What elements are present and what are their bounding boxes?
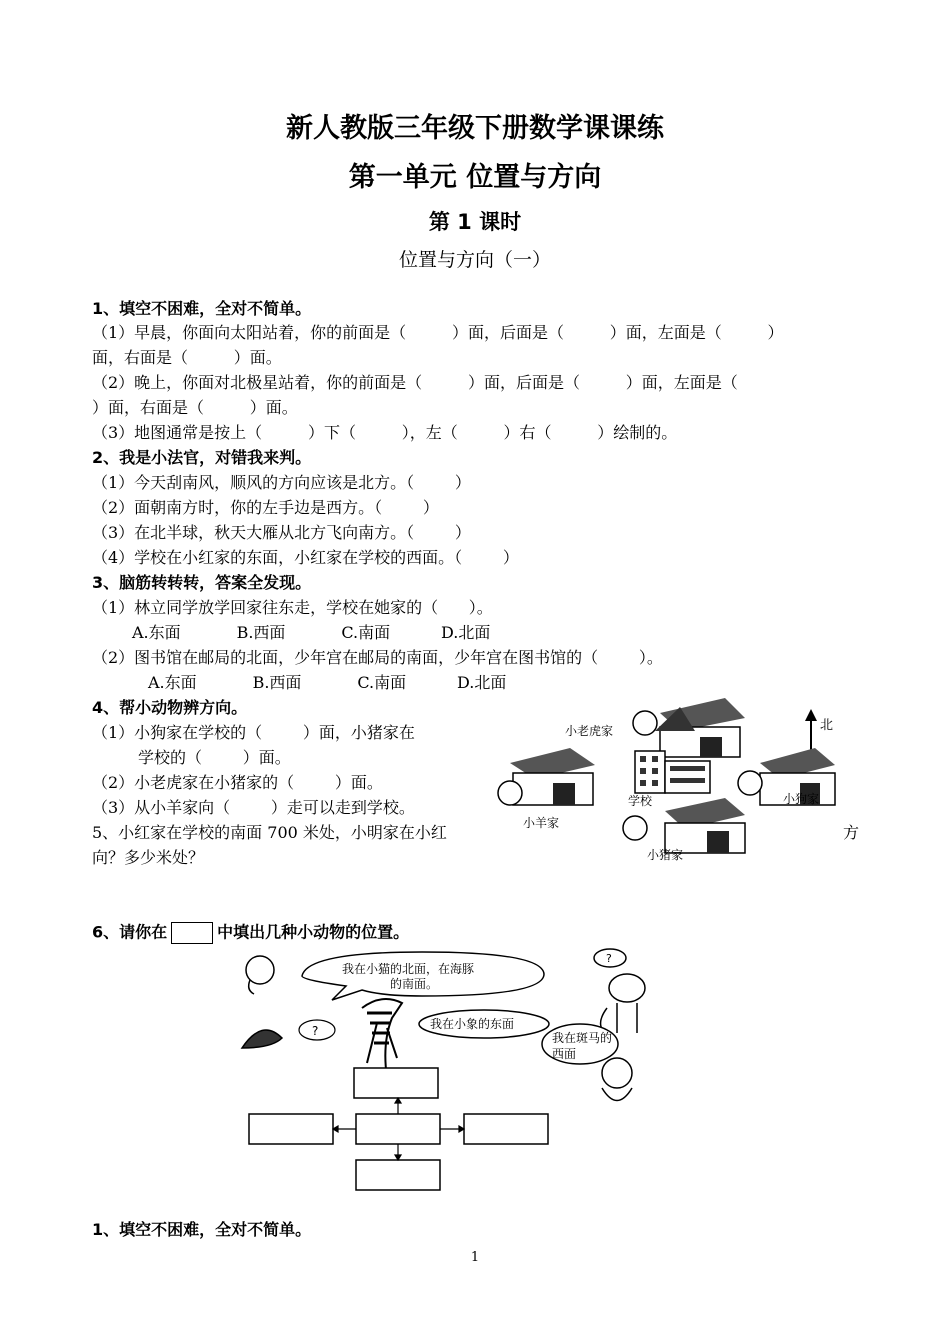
label-north: 北 bbox=[820, 718, 834, 733]
q3-options: A.东面 B.西面 C.南面 D.北面 bbox=[148, 673, 507, 692]
q2-heading: 2、我是小法官，对错我来判。 bbox=[92, 448, 312, 467]
zebra-icon bbox=[362, 999, 402, 1078]
q2-line: （4）学校在小红家的东面，小红家在学校的西面。（ ） bbox=[92, 548, 519, 567]
q5-line-end: 方 bbox=[843, 823, 860, 842]
q3-line: （2）图书馆在邮局的北面，少年宫在邮局的南面，少年宫在图书馆的（ ）。 bbox=[92, 648, 663, 667]
q1-line: （2）晚上，你面对北极星站着，你的前面是（ ）面，后面是（ ）面，左面是（ bbox=[92, 373, 738, 392]
q3-options: A.东面 B.西面 C.南面 D.北面 bbox=[132, 623, 491, 642]
bubble1-line2: 的南面。 bbox=[390, 977, 439, 991]
dog-icon bbox=[602, 1058, 632, 1101]
q4-line: （1）小狗家在学校的（ ）面，小猪家在 bbox=[92, 723, 415, 742]
label-school: 学校 bbox=[628, 794, 653, 808]
animal-position-figure bbox=[232, 948, 652, 1198]
q1-line: （3）地图通常是按上（ ）下（ ），左（ ）右（ ）绘制的。 bbox=[92, 423, 678, 442]
footer-heading: 1、填空不困难，全对不简单。 bbox=[92, 1220, 312, 1239]
elephant-icon bbox=[246, 956, 274, 994]
speech-bubble-question bbox=[299, 1020, 335, 1040]
dog-icon bbox=[738, 771, 762, 795]
q4-line: 学校的（ ）面。 bbox=[138, 748, 291, 767]
animal-homes-map bbox=[495, 693, 865, 865]
bubble1-line1: 我在小猫的北面，在海豚 bbox=[342, 962, 475, 976]
answer-box-center[interactable] bbox=[356, 1114, 440, 1144]
q2-line: （1）今天刮南风，顺风的方向应该是北方。（ ） bbox=[92, 473, 471, 492]
q2-line: （3）在北半球，秋天大雁从北方飞向南方。（ ） bbox=[92, 523, 471, 542]
bubble2-text: 我在小象的东面 bbox=[430, 1017, 515, 1031]
label-pig: 小猪家 bbox=[647, 848, 684, 862]
answer-box-east[interactable] bbox=[464, 1114, 548, 1144]
answer-box-sample bbox=[171, 922, 213, 944]
bubble3-line1: 我在斑马的 bbox=[552, 1031, 613, 1045]
answer-box-north[interactable] bbox=[354, 1068, 438, 1098]
tiger-house bbox=[633, 698, 745, 757]
sheep-house bbox=[498, 748, 595, 805]
answer-box-south[interactable] bbox=[356, 1160, 440, 1190]
tiger-icon bbox=[633, 711, 657, 735]
page-title: 新人教版三年级下册数学课课练 bbox=[286, 113, 664, 144]
svg-text:?: ? bbox=[312, 1024, 319, 1038]
answer-box-west[interactable] bbox=[249, 1114, 333, 1144]
label-sheep: 小羊家 bbox=[523, 816, 560, 830]
q2-line: （2）面朝南方时，你的左手边是西方。（ ） bbox=[92, 498, 439, 517]
pig-icon bbox=[623, 816, 647, 840]
q6-heading-part1: 6、请你在 bbox=[92, 922, 168, 942]
q5-line: 向？多少米处？ bbox=[92, 848, 205, 867]
cat-icon bbox=[594, 949, 645, 1038]
q3-heading: 3、脑筋转转转，答案全发现。 bbox=[92, 573, 312, 592]
cat-question-mark: ? bbox=[606, 952, 612, 965]
label-dog: 小狗家 bbox=[783, 792, 820, 806]
q5-line: 5、小红家在学校的南面 700 米处，小明家在小红 bbox=[92, 823, 447, 842]
sheep-icon bbox=[498, 781, 522, 805]
q1-line: 面，右面是（ ）面。 bbox=[92, 348, 282, 367]
q1-line: （1）早晨，你面向太阳站着，你的前面是（ ）面，后面是（ ）面，左面是（ ） bbox=[92, 323, 784, 342]
q4-heading: 4、帮小动物辨方向。 bbox=[92, 698, 248, 717]
unit-title: 第一单元 位置与方向 bbox=[348, 162, 602, 193]
north-arrow bbox=[805, 709, 817, 753]
lesson-title: 第 1 课时 bbox=[428, 210, 522, 234]
bubble3-line2: 西面 bbox=[552, 1047, 577, 1061]
label-tiger: 小老虎家 bbox=[565, 724, 614, 738]
speech-bubble-1 bbox=[302, 952, 544, 1000]
q1-heading: 1、填空不困难，全对不简单。 bbox=[92, 299, 312, 318]
q4-line: （3）从小羊家向（ ）走可以走到学校。 bbox=[92, 798, 415, 817]
q6-heading bbox=[92, 922, 409, 944]
q6-heading-part2: 中填出几种小动物的位置。 bbox=[217, 922, 410, 942]
q1-line: ）面，右面是（ ）面。 bbox=[92, 398, 298, 417]
q4-line: （2）小老虎家在小猪家的（ ）面。 bbox=[92, 773, 383, 792]
dolphin-icon bbox=[242, 1030, 282, 1048]
topic-title: 位置与方向（一） bbox=[398, 249, 551, 271]
page-number: 1 bbox=[470, 1250, 480, 1265]
q3-line: （1）林立同学放学回家往东走，学校在她家的（ ）。 bbox=[92, 598, 493, 617]
